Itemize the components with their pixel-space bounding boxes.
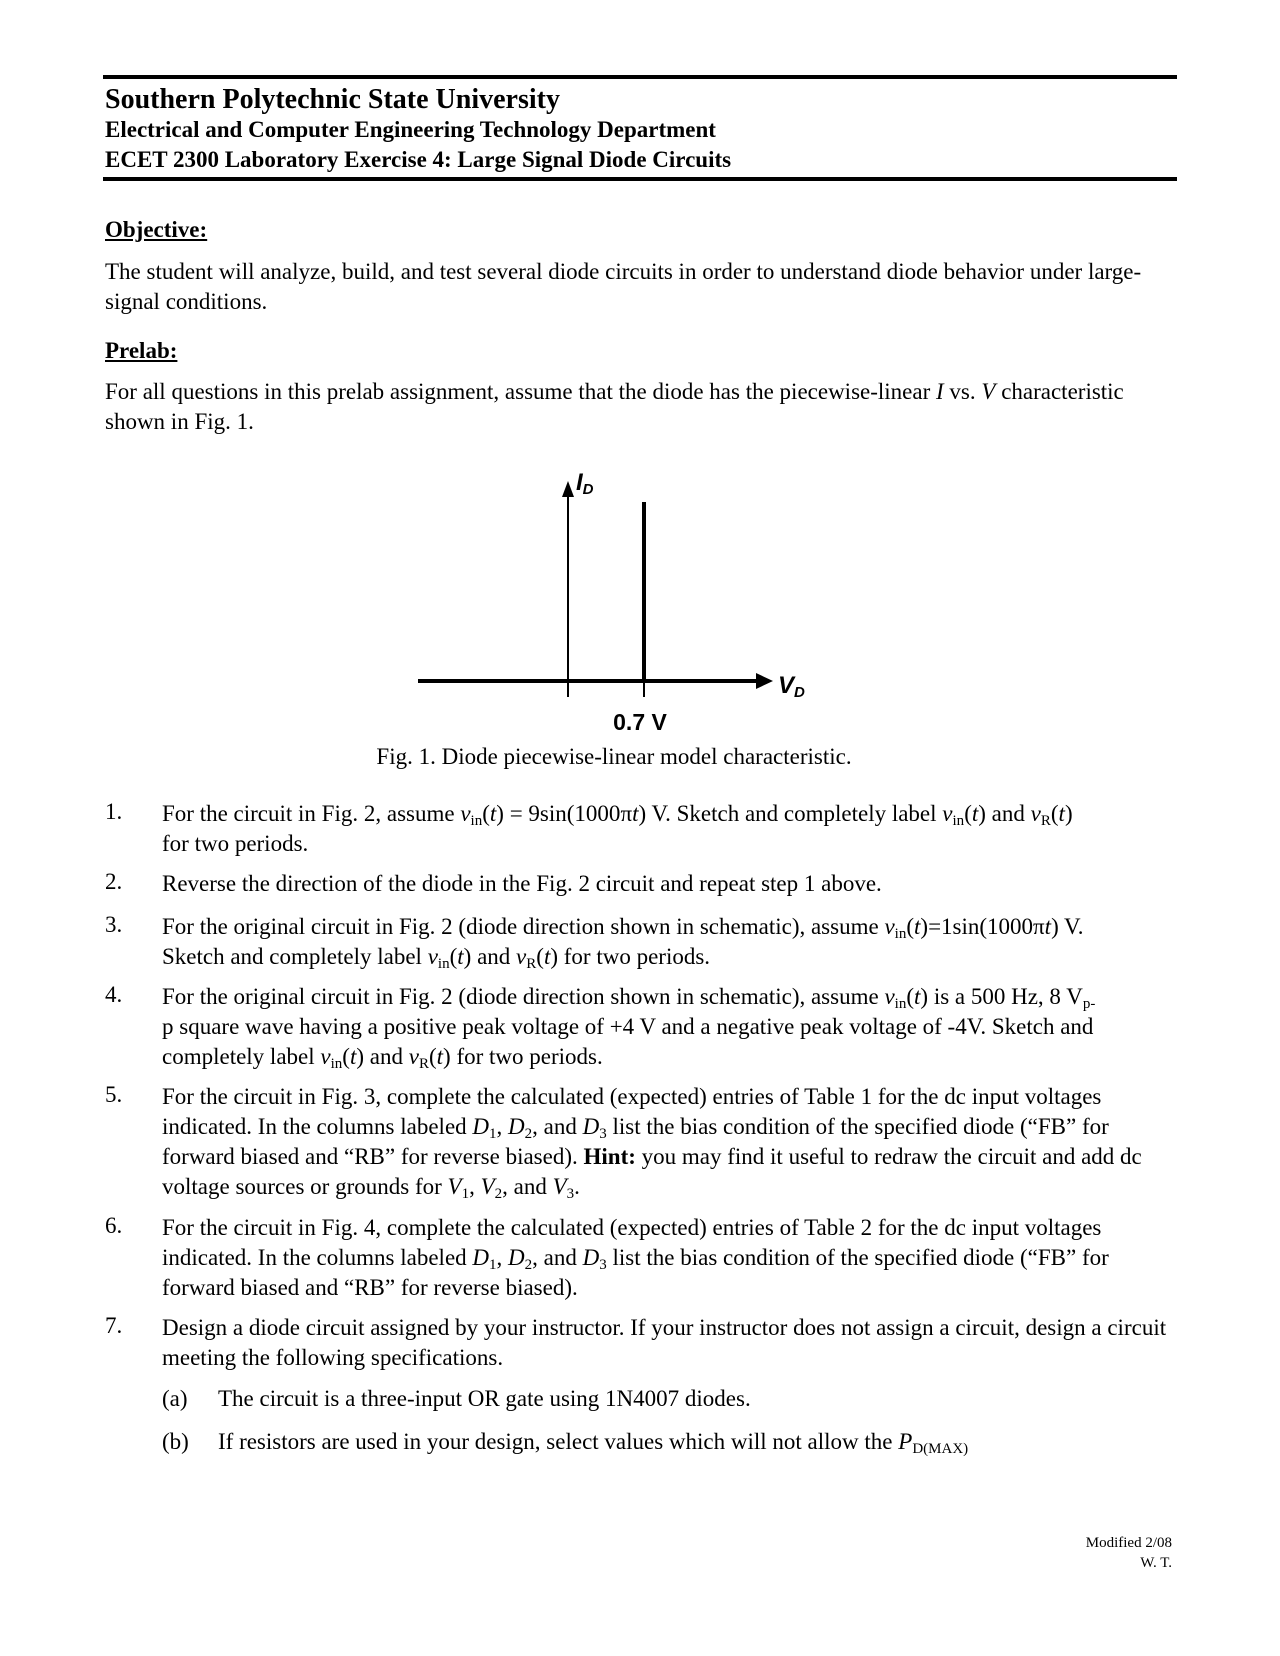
item-6-number: 6.: [105, 1213, 123, 1238]
objective-heading: Objective:: [105, 217, 208, 242]
threshold-label: 0.7 V: [613, 709, 667, 735]
item-7-text: Design a diode circuit assigned by your instructor. If your instructor does not assign a circuit, design a circuit meeting the following specifications.: [162, 1315, 1167, 1370]
id-axis-label: ID: [576, 469, 594, 498]
vd-axis-label: VD: [778, 672, 805, 701]
subitem-b-label: (b): [162, 1429, 189, 1454]
item-5-number: 5.: [105, 1082, 123, 1107]
subitem-b-text: If resistors are used in your design, select values which will not allow the $P_{D(MAX)}$: [218, 1429, 969, 1457]
diode-iv-figure: [0, 0, 1280, 760]
item-2-text: Reverse the direction of the diode in the Fig. 2 circuit and repeat step 1 above.: [162, 871, 882, 896]
item-5-text: For the circuit in Fig. 3, complete the calculated (expected) entries of Table 1 for the dc input voltages indicated. In the columns labeled $D_1$, $D_2$, and $D_3$ list the bias condition of the specified diode (“FB” for forward biased and “RB” for reverse biased). Hint: you may find it useful to redraw the circuit and add dc voltage sources or grounds for $V_1$, $V_2$, and $V_3$.: [162, 1084, 1142, 1202]
objective-text: The student will analyze, build, and test several diode circuits in order to understand diode behavior under large-signal conditions.: [105, 259, 1142, 314]
figure1-caption: Fig. 1. Diode piecewise-linear model characteristic.: [376, 744, 852, 769]
lab-title: ECET 2300 Laboratory Exercise 4: Large Signal Diode Circuits: [105, 147, 732, 172]
item-2-number: 2.: [105, 869, 123, 894]
id-axis-arrowhead: [562, 481, 574, 497]
prelab-heading: Prelab:: [105, 338, 178, 363]
item-6-text: For the circuit in Fig. 4, complete the calculated (expected) entries of Table 2 for the dc input voltages indicated. In the columns labeled $D_1$, $D_2$, and $D_3$ list the bias condition of the specified diode (“FB” for forward biased and “RB” for reverse biased).: [162, 1215, 1109, 1300]
item-4-text: For the original circuit in Fig. 2 (diode direction shown in schematic), assume $v_{in}(t)$ is a 500 Hz, 8 $V_{p-}$ p square wave having a positive peak voltage of +4 V and a negative peak voltage of -4V. Sketch and completely label $v_{in}(t)$ and $v_R(t)$ for two periods.: [162, 984, 1096, 1072]
subitem-a-text: The circuit is a three-input OR gate using 1N4007 diodes.: [218, 1386, 751, 1411]
prelab-intro: For all questions in this prelab assignment, assume that the diode has the piecewise-linear I vs. V characteristic shown in Fig. 1.: [105, 379, 1124, 434]
item-7-number: 7.: [105, 1313, 123, 1338]
department-name: Electrical and Computer Engineering Technology Department: [105, 117, 716, 142]
item-3-text: For the original circuit in Fig. 2 (diode direction shown in schematic), assume $v_{in}(t)=1\sin(1000\pi t)$ V. Sketch and completely label $v_{in}(t)$ and $v_R(t)$ for two periods.: [162, 914, 1084, 972]
footer-modified: Modified 2/08: [1085, 1535, 1172, 1551]
item-3-number: 3.: [105, 912, 123, 937]
item-1-text: For the circuit in Fig. 2, assume $v_{in}(t) = 9\sin(1000\pi t)$ V. Sketch and completely label $v_{in}(t)$ and $v_R(t)$ for two periods.: [162, 801, 1073, 856]
subitem-a-label: (a): [162, 1386, 188, 1411]
vd-axis-arrowhead: [756, 673, 773, 689]
footer-initials: W. T.: [1140, 1555, 1172, 1571]
item-1-number: 1.: [105, 799, 123, 824]
item-4-number: 4.: [105, 982, 123, 1007]
university-name: Southern Polytechnic State University: [105, 84, 560, 115]
